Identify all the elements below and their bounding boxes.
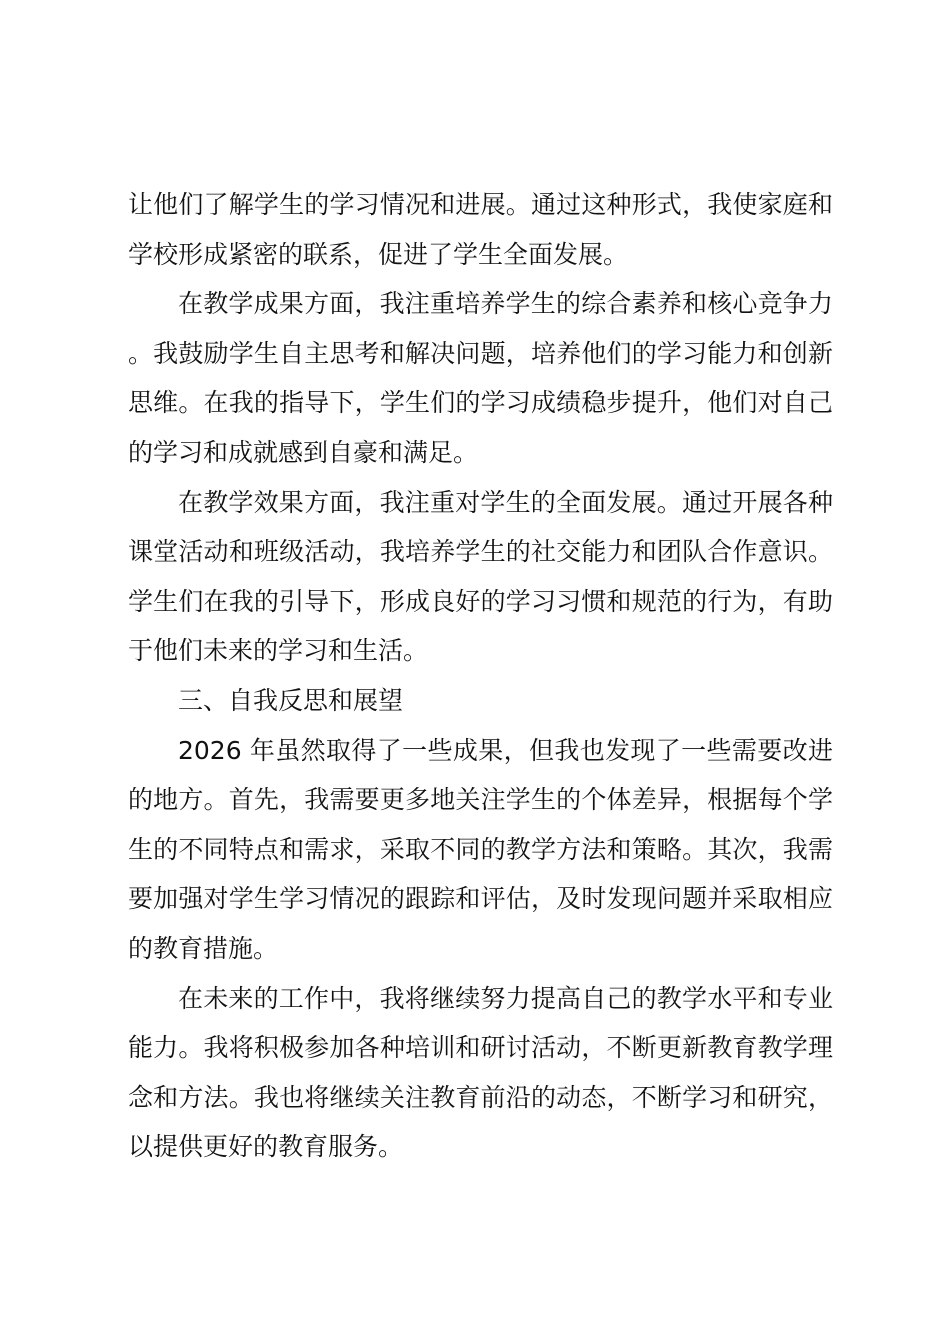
paragraph-family-contact: 让他们了解学生的学习情况和进展。通过这种形式，我使家庭和学校形成紧密的联系，促进了学生全面发展。 (128, 190, 833, 269)
document-body (128, 180, 833, 1172)
paragraph-teaching-effect: 在教学效果方面，我注重对学生的全面发展。通过开展各种课堂活动和班级活动，我培养学生的社交能力和团队合作意识。学生们在我的引导下，形成良好的学习习惯和规范的行为，有助于他们未来的学习和生活。 (128, 487, 833, 666)
section-heading-reflection: 三、自我反思和展望 (178, 685, 404, 715)
paragraph-future-work: 在未来的工作中，我将继续努力提高自己的教学水平和专业能力。我将积极参加各种培训和研讨活动，不断更新教育教学理念和方法。我也将继续关注教育前沿的动态，不断学习和研究，以提供更好的教育服务。 (128, 983, 833, 1162)
paragraph-teaching-results: 在教学成果方面，我注重培养学生的综合素养和核心竞争力。我鼓励学生自主思考和解决问题，培养他们的学习能力和创新思维。在我的指导下，学生们的学习成绩稳步提升，他们对自己的学习和成就感到自豪和满足。 (128, 289, 833, 467)
paragraph-improvements: 2026 年虽然取得了一些成果，但我也发现了一些需要改进的地方。首先，我需要更多地关注学生的个体差异，根据每个学生的不同特点和需求，采取不同的教学方法和策略。其次，我需要加强对学生学习情况的跟踪和评估，及时发现问题并采取相应的教育措施。 (128, 735, 833, 963)
